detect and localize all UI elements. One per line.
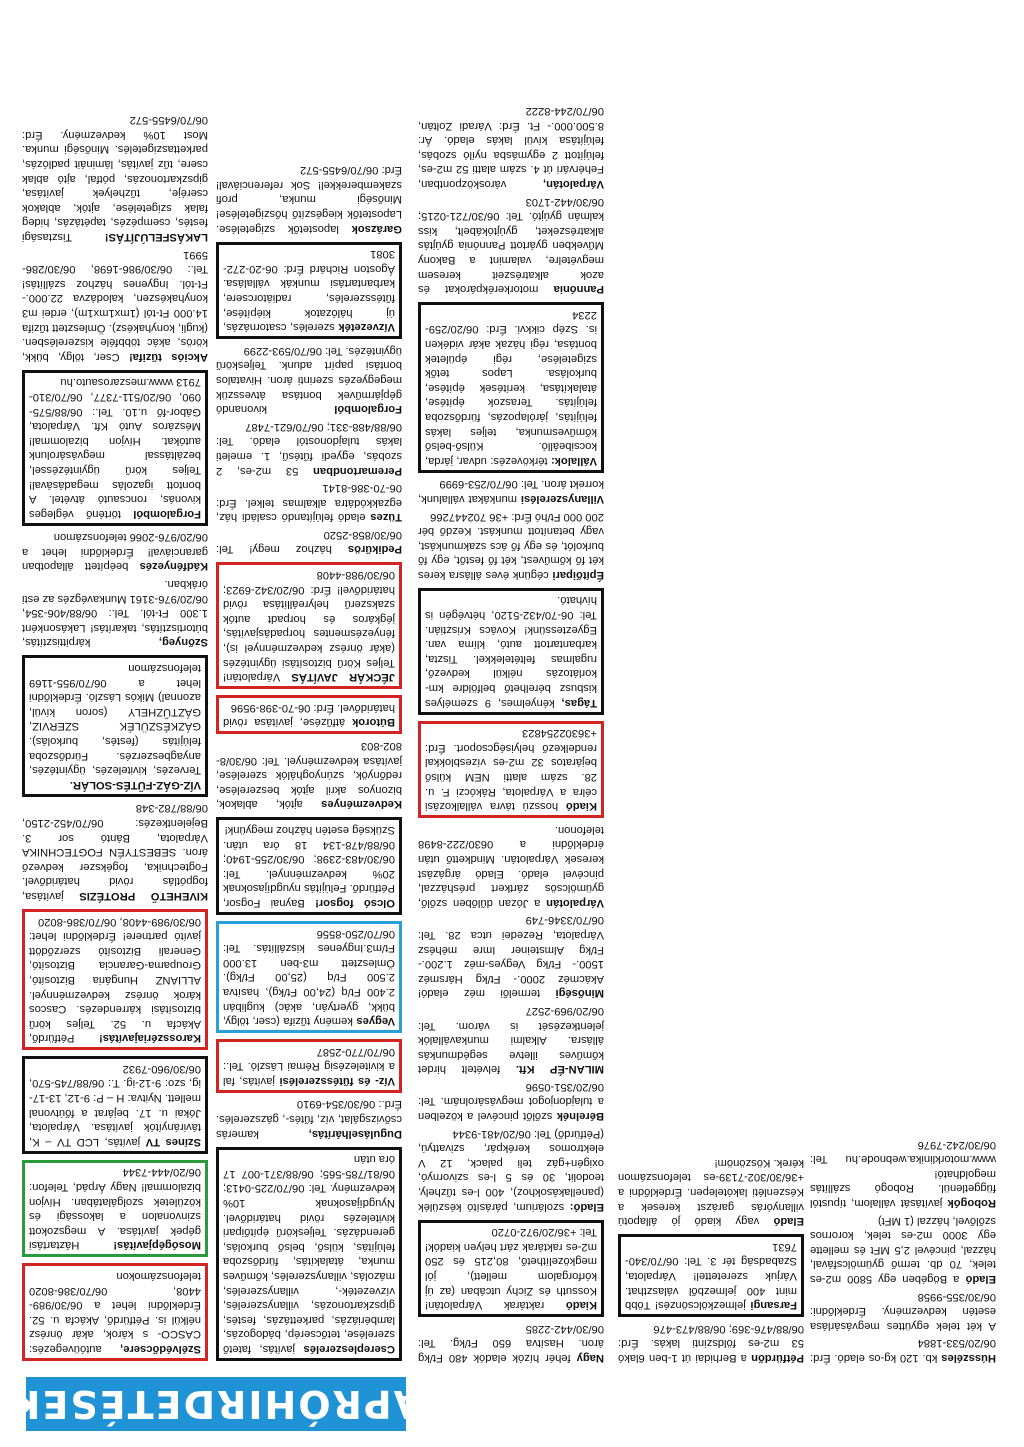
ad-text: lapostetők szigetelése. Lapostetők kiegészítő hőszigetelése! Minőségi munka, profi szakemberekkel! Sok referenciával! Érd: 06/70/6455-572: [216, 164, 402, 235]
ad-heading: Hússzéles: [941, 1352, 996, 1364]
ad-heading: Olcsó fogsor!: [315, 896, 395, 909]
classified-ad: [810, 1137, 996, 1210]
ad-heading: Pétfürdőn: [751, 1352, 804, 1364]
ad-text: hosszú távra vállalkozási célra a Várpalota, Rákóczi F. u. 28. szám alatti NEM külső bejáratos 32 m2-es vízesblokkal rendelkező helyiségcsoport. Érd: +36302254823: [425, 727, 597, 813]
ad-text: a Józan dűlőben szőlő, gyümölcsös zártkert présházzal, pincével eladó. Eladó árgázást keresek Várpalotán. Mindkettő után érdeklődni a 0630/222-8498 telefonon.: [418, 823, 604, 909]
ad-text: a Bögében egy 5800 m2-es telek, 70 db. termő gyümölcsfával, házzal, pincével 2,5 MFt és mellette egy 3000 m2-es telek, korornos szőlővel, házzal (1 MFt): [810, 1214, 996, 1286]
boxed-ad: [418, 588, 604, 715]
classified-ad: [22, 530, 208, 574]
ad-text: javítását vállalom, típustól függetlenül. Robogó szállítás megoldható! www.motorklinika.webnode.hu Tel: 06/30/242-7976: [810, 1138, 996, 1210]
ad-text: kényelmes, 9 személyes kisbusz bérelhető belföldre km-korlátozás nélkül kedvező, rugalmas feltételekkel. Tiszta, karbantartott autó, klíma van. Egyeztessünk! Kovács Krisztián. Tel: 06-70/432-5120, hétvégén is hívható.: [425, 594, 597, 709]
ad-text: átfűzése, javítása rövid határidővel. Érd: 06-70-398-9596: [223, 701, 395, 729]
classified-ad: [418, 1003, 604, 1076]
ad-text: Baynai Fogsor, Pétfürdő. Felújítás nyugdíjasoknak 20% kedvezménnyel. Tel: 06/30/483-2398; 06/30/255-1940; 06/88/478-134 18 óra után. Szükség esetén házhoz megyünk!: [223, 824, 395, 909]
ad-text: házhoz megy! Tel: 06/30/858-2520: [216, 528, 402, 556]
classified-ad: [216, 481, 402, 525]
classified-ad: [22, 247, 208, 364]
ad-heading: Építőipari: [552, 568, 604, 581]
classified-ad: [810, 1289, 996, 1333]
ad-text: szőlőt pincével a közelben a tulajdonjogot megvásárolnám. Tel: 06/20/351-0596: [418, 1080, 604, 1123]
column-1: [22, 110, 208, 1365]
ad-text: raktárak Várpalotán! Kossuth és Zichy utcában (az új kórforgalom mellett), jól megközelíthető, 80,215 és 250 m2-es raktárak zárt helyen kiadók! Tel: +36/20/972-0720: [425, 1226, 597, 1312]
ad-text: Háztartási gépek javítása. A megszokott szinvonalon a lakossági és közületek szolgálatában. Hívjon bizalommal! Nagy Árpád, Telefon: 06/20/444-7344: [29, 1166, 201, 1252]
ad-text: eladó felújítandó családi ház, egzakkódátra alkalmas telkel. Érd: 06-70-386-8141: [216, 482, 402, 524]
classified-ad: [22, 113, 208, 244]
classified-ad: [216, 419, 402, 477]
ad-text: vagy kiadó jó állapotú villanyórás garázst keresek a Készenléti lakótelepen. Érdeklődni a +36/30/302-7139-es telefonszámon kérek. Köszönöm!: [618, 1156, 804, 1228]
ad-text: Pétfürdő, Akácfa u. 52. Teljes körű biztosítási kárrendezés. Cascos károk önrész kedvezménnyel. ALLIANZ Hungária Biztosító, Groupama-Garancia Biztosító, Generali Biztosító szerződött javító partnere! Érdeklődni lehet: 06/30/989-4408, 06/70/386-8020: [29, 915, 201, 1045]
ad-heading: Vízvezeték: [338, 321, 395, 334]
boxed-ad: [216, 563, 402, 690]
ad-heading: Karosszériajavítás!: [99, 1032, 201, 1045]
ad-text: felvételt hirdet kőműves illetve segédmunkás állásra. Alkalmi munkavállalók jelentkezését is várom. Tel: 06/20/969-2527: [418, 1004, 604, 1076]
classified-ad: [418, 1079, 604, 1123]
ad-text: munkákat vállalunk, korrekt áron. Tel: 06/70/253-6999: [418, 478, 604, 505]
ad-heading: KIVEHETŐ PROTÉZIS: [79, 889, 208, 902]
ad-text: motorkerékpárokat és azok alkatrészeit keresem megvételre, valamint a Bakony Művekben gyártott Pannónia gyújtás alkatrészeket, gyújtókábelt, kiss kalmán gyújtó. Tel: 06/30/721-0215; 06/30/442-1703: [418, 195, 604, 296]
boxed-ad: [216, 1147, 402, 1361]
ad-heading: MILAN-ÉP Kft.: [515, 1063, 604, 1076]
ad-text: Tisztasági festés, csempézés, tapétázás, hideg falak szigetelése, ajtók, ablakok cseréje, tűzhelyek javítása, gipszkartonozás, pótfal, ajtó ablak csere, tűz javítás, lámináit padlózás, parkettaszigetelés. Minőségi munka. Most 10% kedvezmény. Érd: 06/70/6455-572: [22, 114, 208, 244]
boxed-ad: [418, 302, 604, 473]
ad-text: termelői méz eladó! Akácméz 2000.- Ft/kg Hársméz 1500.- Ft/kg Vegyes-méz 1.200.- Ft/kg Almsteiner Imre méhész Várpalota, Rezedei utca 28. Tel: 06/70/3346-749: [418, 914, 604, 1000]
ad-text: Cser, tölgy, bükk, körös, akác többféle kiszerelésben. (kugli, konyhakész). Ömlesztett tűzifa 14.000 Ft-tól (1mx1mx1m), erdei m3 konyhakészen, kalodázva 22.000.- Ft-tól. Ingyenes házhoz szállítás! Tel.: 06/30/986-1698, 06/30/286-5991: [22, 248, 208, 363]
boxed-ad: [216, 921, 402, 1033]
ad-heading: LAKÁSFELÚJÍTÁS!: [104, 231, 208, 244]
ad-text: beépített állapotban garanciával! Érdeklődni lehet a 06/20/976-2066 telefonszámon: [22, 531, 208, 573]
ad-heading: VÍZ-GÁZ-FŰTÉS-SOLÁR.: [69, 778, 201, 791]
ad-text: javítás, fatető szerelése, tetőcserép, bádogozás, lambériázás, parkettázás, festés, gipszkartonozás, villanyszerelés, vízvezeték-, villanyszerelés, mázolás, villanyszerelés, kőműves munka, átalakítás, fürdőszoba felújítás, külső, belső burkolás, gerendázás. Teljeskörű építőipari kivitelezés rövid határidővel. Nyugdíjasoknak 10% kedvezmény. Tel: 06/70/225-0413; 06/81/785-565; 06/88/371-007 17 óra után: [223, 1153, 395, 1355]
ad-heading: Színes TV: [145, 1135, 201, 1148]
ad-heading: Pedikűrös: [347, 543, 402, 556]
ad-heading: Szőnyeg,: [158, 636, 208, 649]
ad-text: cégünk éves állásra keres két fő kőművest, két fő festőt, egy fő burkolót, és egy fő ács szakmunkást, vagy betanított munkást. Kezdő bér 200 000 Ft/hó Érd: +36 702447266: [418, 510, 604, 581]
classified-ad: [216, 163, 402, 236]
ad-text: ajtók, ablakok, bizonyos akril ajtók beszerelése, redőnyök, szúnyoghálók szerelése, javítása kedvezményel. Tel: 06/30/8-802-803: [216, 740, 402, 811]
ad-heading: Eladó: [773, 1215, 804, 1228]
ad-heading: Kádfényezés: [139, 560, 208, 573]
boxed-ad: [22, 1056, 208, 1154]
boxed-ad: [216, 1039, 402, 1093]
classified-ad: [418, 822, 604, 910]
classified-ad: [418, 913, 604, 1001]
ad-text: a Berhidai út 1-ben 6lakó 53 m2-es földszinti lakás. Érd: 06/88/476-369; 06/88/473-476: [618, 1322, 804, 1364]
ad-text: térkövezés: udvar, járda, kocsibeálló. Külső-belső kőművesmunka, teljes lakás felújítás, járólapozás, fürdőszoba felújítás. Teraszok építése, átalakítása, kerítések építése, burkolása. Lapos tetők szigetelése, régi épületek bontása, régi házak akár vidéken is. Szép cikkvi. Érd: 06/20/259-2234: [425, 308, 597, 467]
ad-heading: Tüzes: [370, 511, 402, 524]
ad-text: fehér hízók eladók 480 Ft/kg áron. Hasítva 650 Ft/kg. Tel: 06/30/442-2285: [418, 1322, 604, 1364]
classified-ad: [216, 527, 402, 556]
ad-heading: Bútorok: [352, 716, 395, 729]
classified-ad: [216, 738, 402, 811]
ad-heading: Villanyszerelési: [520, 492, 604, 505]
classified-ad: [618, 1155, 804, 1228]
ad-heading: Minőségi: [555, 987, 604, 1000]
classified-ad: [810, 1336, 996, 1365]
classified-ad: [418, 509, 604, 582]
ad-text: kivonandó gépjárművek bontása átvesszük megegyezés szerinti áron. Hivatalos bontási papírt adunk. Teljeskörű ügyintézés. Tel: 06/70/593-2299: [216, 344, 402, 416]
ad-text: kb. 120 kg-os eladó. Érd: 06/20/533-1884: [810, 1337, 996, 1364]
classified-ad: [618, 1321, 804, 1365]
boxed-ad: [618, 1234, 804, 1317]
ad-heading: Forgalomból: [133, 507, 201, 520]
ad-heading: Garázsok: [351, 222, 402, 235]
ad-text: javítás, LCD TV – K, távirányítók javítása. Várpalota, Jókai u. 17. bejárat a főútvonal mellett. Nyitva: H – P: 9-12, 13-17-ig, szo: 9-12-ig. T.: 06/88/745-570, 06/30/960-7932: [29, 1062, 201, 1148]
boxed-ad: [22, 655, 208, 796]
ad-heading: Eladó:: [569, 1200, 604, 1213]
ad-text: történő végleges kivonás, roncsautó átvétel. A bontott igazolás megadásával! Teljes körű ügyintézéssel, bezáltással megvásárolunk autókat. Hívjon bizalommal! Mészáros Autó Kft. Várpalota, Gábor-fő u.10. Tel.: 06/88/575-090, 06/20/511-7377, 06/70/310-7913 www.meszarosauto.hu: [29, 376, 201, 520]
ad-heading: Nagy: [576, 1352, 604, 1364]
ad-text: Várpalotán! Teljes Körű biztosítási ügyintézés (akár önrész kedvezménnyel is), fényezésmentes horpadásjavítás, jégkáros és horpadt autók szakszerű helyreállítása rövid határidővel! Érd: 06/20/342-6923; 06/30/988-4408: [223, 569, 395, 684]
classified-ad: [418, 1126, 604, 1214]
classified-ad: [810, 1213, 996, 1286]
boxed-ad: [22, 909, 208, 1050]
column-3: [418, 101, 604, 1366]
ad-heading: Tágas,: [561, 696, 597, 709]
ad-heading: Pannónia: [553, 283, 604, 296]
ad-text: Tervezés, kivitelezés, ügyintézés, anyagbeszerzés. Fürdőszoba felújítás (festés, burkolás). GÁZKÉSZÜLÉK SZERVIZ, GÁZTŰZHELY (soron kívül, azonnal) Mikós László. Érdeklődni lehet a 06/70/955-1169 telefonszámon: [29, 662, 201, 777]
ad-text: kárpittisztítás, bútortisztítás, takarítás! Lakásonként 1.300 Ft-tól. Tel.: 06/88/406-354, 06/20/976-3161 Munkavégzés az esti órákban.: [22, 578, 208, 649]
ad-heading: Víz- és fűtésszerelési: [279, 1074, 395, 1087]
ad-heading: Robogók: [947, 1197, 996, 1210]
ad-heading: Cserepleszerelés: [303, 1343, 395, 1355]
ad-heading: Kedvezményes: [321, 798, 402, 811]
boxed-ad: [418, 1220, 604, 1318]
column-2: [216, 160, 402, 1365]
ad-text: városközpontban, Fehérvári út 4. szám alatti 52 m2-es, felújított 2 egymásba nyíló szobás, felújítása kívül lakás eladó. Ár: 8.500.000.- Ft. Érd: Váradi Zoltán, 06/70/244-8222: [418, 105, 604, 191]
boxed-ad: [216, 695, 402, 734]
classified-ad: [22, 577, 208, 650]
ad-heading: Kiadó: [565, 800, 597, 813]
ad-text: 53 m2-es, 2 szobás, egyedi fűtésű, 1. emeleti lakás tulajdonostól eladó. Tel: 06/88/488-331; 06/70/621-7487: [216, 420, 402, 477]
ad-heading: Forgalomból: [334, 403, 402, 416]
column-4: [618, 1152, 804, 1365]
ad-text: szerelés, csatornázás, új hálózatok kiépítése, fűtésszerelés, radiátorcsere, karbantartási munkák vállalása. Ágoston Richárd Érd: 06-20-272-3081: [223, 248, 395, 334]
banner-title: APRÓHIRDETÉSEK: [8, 1382, 424, 1426]
ad-text: kemény tűzifa (cser, tölgy, bükk, gyertyán, akác) kuglibán 2.400 Ft/q (24,00 Ft/kg), hasítva 2.500 Ft/q (25,00 Ft/kg). Ömlesztett m3-ben 13.000 Ft/m3.Ingyenes kiszállítás. Tel: 06/70/250-8556: [223, 927, 395, 1028]
ad-text: kamerás csővizsgálat, víz, fűtés-, gázszerelés. Érd.: 06/30/354-6910: [216, 1098, 402, 1140]
classified-ad: [418, 1321, 604, 1365]
ad-text: javítása, fogpótlás rövid határidővel. Fogtechnika, fogékszer kedvező áron. SEBESTYÉN FOGTECHNIKA Várpalota, Bántó sor 3. Bejelentkezés: 06/70/452-2150, 06/88/782-348: [22, 802, 208, 902]
ad-heading: Peremartondban: [313, 464, 402, 477]
ad-heading: Eladó: [965, 1273, 996, 1286]
boxed-ad: [22, 370, 208, 526]
classified-ad: [418, 477, 604, 506]
ad-text: jelmezkölcsönzés! Több mint 400 jelmezből választhat. Várjuk szeretettel! Várpalota, Szabadság tér 3. Tel: 06/70/340-7631: [625, 1240, 797, 1312]
classified-ad: [216, 343, 402, 416]
section-banner: [8, 1377, 424, 1431]
ad-heading: Szélvédőcsere,: [120, 1343, 201, 1355]
ad-heading: Várpalotán: [546, 896, 604, 909]
ad-text: javítás, fal a kivitelezésig Rémai László. Tel.: 06/70/770-2587: [223, 1045, 395, 1087]
ad-heading: Várpalotán,: [543, 178, 604, 191]
ad-heading: Akciós tűzifa!: [128, 350, 208, 363]
ad-heading: Bérelnék: [556, 1110, 604, 1123]
boxed-ad: [216, 242, 402, 340]
ad-heading: Vállalok:: [550, 454, 597, 467]
boxed-ad: [216, 817, 402, 915]
ad-text: A két telek együttes megvásárlása esetén kedvezmény. Érdeklődni: 06/30/355-9958: [810, 1290, 996, 1332]
ad-heading: Vegyes: [356, 1015, 395, 1028]
ad-text: szolárium, párásító készülék (panellakásokhoz), 400 l-es tűzhely, teodolit, 30 és 5 l-es szivornyó, oxigén+gáz teli palack, 12 V elektromos kerékpár, szivattyú, (Pétfürdő) Tel: 06/20/481-9344: [418, 1127, 604, 1213]
classified-ad: [418, 104, 604, 192]
boxed-ad: [22, 1160, 208, 1258]
ad-heading: Farsangi: [750, 1299, 797, 1312]
boxed-ad: [418, 721, 604, 819]
column-5: [810, 1134, 996, 1365]
classified-ad: [22, 801, 208, 903]
ad-text: autóüvegezés: CASCO- s károk, akár önrész nélkül is. Pétfürdő, Akácfa u. 52. Érdeklődni lehet a 06/30/989-4408, 06/70/386-8020 telefonszámokon: [29, 1270, 201, 1355]
ad-heading: Mosógépjavítás!: [113, 1239, 201, 1252]
ad-heading: Duguláselhárítás,: [308, 1127, 402, 1140]
boxed-ad: [22, 1263, 208, 1361]
ad-heading: Kiadó: [565, 1299, 597, 1312]
classified-ad: [418, 194, 604, 296]
classified-ad: [216, 1097, 402, 1141]
ad-heading: JÉCKÁR JAVÍTÁS: [291, 671, 395, 684]
